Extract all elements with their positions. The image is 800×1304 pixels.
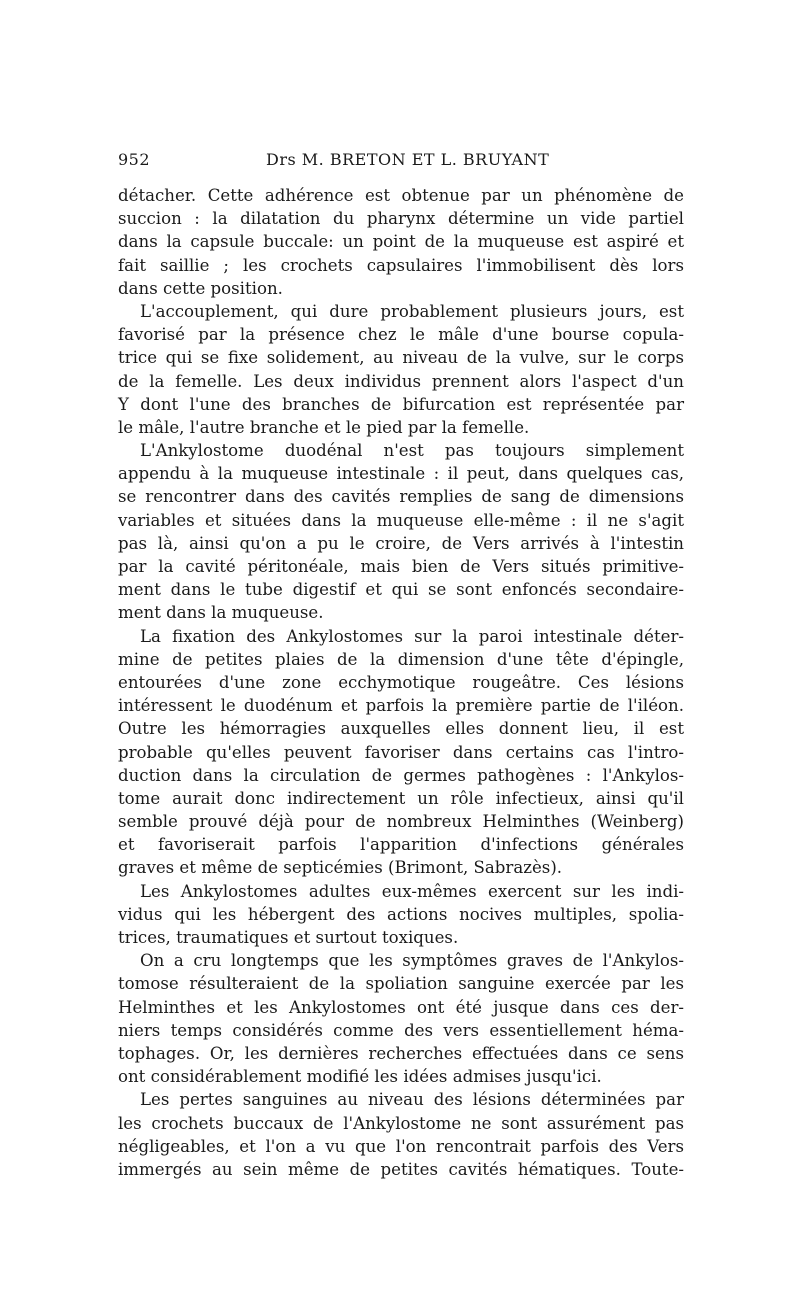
text-line: le mâle, l'autre branche et le pied par la femelle. bbox=[118, 417, 530, 437]
text-line: Outre les hémorragies auxquelles elles donnent lieu, il est bbox=[118, 719, 684, 739]
text-line: intéressent le duodénum et parfois la première partie de l'iléon. bbox=[118, 696, 684, 716]
text-line: ment dans le tube digestif et qui se sont enfoncés secondaire- bbox=[118, 580, 684, 600]
text-line: Helminthes et les Ankylostomes ont été jusque dans ces der- bbox=[118, 997, 684, 1017]
text-line: La fixation des Ankylostomes sur la paroi intestinale déter- bbox=[140, 626, 684, 646]
text-line: fait saillie ; les crochets capsulaires l'immobilisent dès lors bbox=[118, 255, 684, 275]
text-line: immergés au sein même de petites cavités hématiques. Toute- bbox=[118, 1159, 684, 1179]
text-line: Les pertes sanguines au niveau des lésions déterminées par bbox=[140, 1090, 684, 1110]
text-line: probable qu'elles peuvent favoriser dans certains cas l'intro- bbox=[118, 742, 684, 762]
text-line: Y dont l'une des branches de bifurcation est représentée par bbox=[118, 394, 684, 414]
text-line: se rencontrer dans des cavités remplies de sang de dimensions bbox=[118, 487, 684, 507]
paragraph bbox=[118, 1088, 684, 1181]
text-line: graves et même de septicémies (Brimont, Sabrazès). bbox=[118, 858, 563, 878]
paragraph bbox=[118, 184, 684, 300]
paragraph bbox=[118, 949, 684, 1088]
text-line: ont considérablement modifié les idées admises jusqu'ici. bbox=[118, 1067, 602, 1087]
text-line: tomose résulteraient de la spoliation sanguine exercée par les bbox=[118, 974, 684, 994]
text-line: On a cru longtemps que les symptômes graves de l'Ankylos- bbox=[140, 951, 684, 971]
running-title: Drs M. BRETON ET L. BRUYANT bbox=[266, 150, 550, 169]
text-line: appendu à la muqueuse intestinale : il peut, dans quelques cas, bbox=[118, 464, 684, 484]
text-line: pas là, ainsi qu'on a pu le croire, de Vers arrivés à l'intestin bbox=[118, 533, 684, 553]
text-line: niers temps considérés comme des vers essentiellement héma- bbox=[118, 1020, 684, 1040]
body-text bbox=[118, 184, 684, 1181]
paragraph bbox=[118, 300, 684, 439]
text-line: duction dans la circulation de germes pathogènes : l'Ankylos- bbox=[118, 765, 684, 785]
text-line: variables et situées dans la muqueuse elle-même : il ne s'agit bbox=[118, 510, 684, 530]
text-line: trices, traumatiques et surtout toxiques. bbox=[118, 928, 459, 947]
text-line: semble prouvé déjà pour de nombreux Helminthes (Weinberg) bbox=[118, 812, 684, 832]
paragraph bbox=[118, 880, 684, 950]
text-line: Les Ankylostomes adultes eux-mêmes exercent sur les indi- bbox=[140, 881, 684, 901]
page-number: 952 bbox=[118, 150, 151, 169]
text-line: les crochets buccaux de l'Ankylostome ne sont assurément pas bbox=[118, 1113, 684, 1133]
text-line: tome aurait donc indirectement un rôle infectieux, ainsi qu'il bbox=[118, 788, 684, 808]
text-line: dans la capsule buccale: un point de la muqueuse est aspiré et bbox=[118, 232, 684, 252]
text-line: mine de petites plaies de la dimension d'une tête d'épingle, bbox=[118, 649, 684, 669]
text-line: L'accouplement, qui dure probablement plusieurs jours, est bbox=[140, 301, 684, 321]
paragraph bbox=[118, 625, 684, 880]
text-line: favorisé par la présence chez le mâle d'une bourse copula- bbox=[118, 325, 684, 345]
document-page bbox=[118, 150, 684, 1181]
text-line: tophages. Or, les dernières recherches effectuées dans ce sens bbox=[118, 1043, 684, 1063]
paragraph bbox=[118, 439, 684, 625]
text-line: ment dans la muqueuse. bbox=[118, 603, 324, 623]
text-line: trice qui se fixe solidement, au niveau de la vulve, sur le corps bbox=[118, 348, 684, 368]
text-line: succion : la dilatation du pharynx détermine un vide partiel bbox=[118, 209, 684, 229]
text-line: L'Ankylostome duodénal n'est pas toujours simplement bbox=[140, 441, 684, 461]
running-head bbox=[118, 150, 684, 174]
text-line: négligeables, et l'on a vu que l'on rencontrait parfois des Vers bbox=[118, 1136, 684, 1156]
text-line: et favoriserait parfois l'apparition d'infections générales bbox=[118, 835, 684, 855]
text-line: par la cavité péritonéale, mais bien de Vers situés primitive- bbox=[118, 557, 684, 576]
text-line: vidus qui les hébergent des actions nocives multiples, spolia- bbox=[118, 904, 684, 924]
text-line: de la femelle. Les deux individus prennent alors l'aspect d'un bbox=[118, 371, 684, 391]
text-line: détacher. Cette adhérence est obtenue par un phénomène de bbox=[118, 186, 684, 205]
text-line: entourées d'une zone ecchymotique rougeâtre. Ces lésions bbox=[118, 672, 684, 692]
text-line: dans cette position. bbox=[118, 278, 283, 298]
